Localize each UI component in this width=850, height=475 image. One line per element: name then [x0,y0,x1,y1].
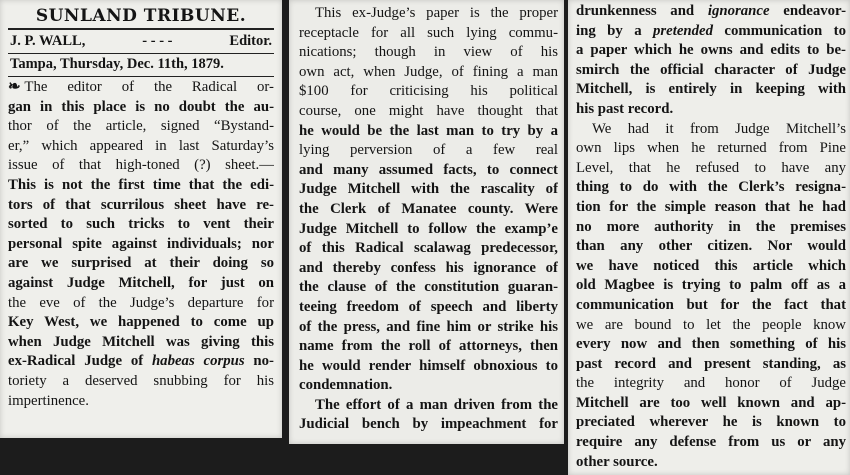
text-line: name from the roll of attorneys, then [299,338,558,355]
editor-dashes: - - - - [142,33,173,49]
editor-name: J. P. WALL, [10,33,86,49]
text-line: Level, that he refused to have any [576,159,846,176]
text-line: lying perversion of a few real [299,142,558,159]
masthead-rule [8,28,274,30]
text-line: and many assumed facts, to connect [299,161,558,178]
text-line: receptacle for all such lying commu- [299,24,558,41]
text-line: smirch the official character of Judge [576,61,846,78]
text-line: than any other citizen. Nor would [576,238,846,255]
text-line: of the press, and fine him or strike his [299,318,558,335]
editor-role: Editor. [229,33,272,49]
text-line: of this Radical scalawag predecessor, [299,240,558,257]
masthead-title: SUNLAND TRIBUNE. [35,6,247,26]
text-line: ing by a pretended communication to [576,22,846,39]
text-line: er,” which appeared in last Saturday’s [8,137,274,154]
text-line: The effort of a man driven from the [315,396,558,413]
text-line: when Judge Mitchell was giving this [8,333,274,350]
dateline-rule [8,76,274,77]
text-line: he would be the last man to try by a [299,122,558,139]
text-line: impertinence. [8,392,89,409]
text-line: tion for the simple reason that he had [576,198,846,215]
text-line: communication but for the fact that [576,296,846,313]
text-line: other source. [576,453,658,470]
text-line-content: The editor of the Radical or- [24,79,274,95]
text-line: gan in this place is no doubt the au- [8,98,274,115]
text-line: his past record. [576,100,674,117]
text-line: the integrity and honor of Judge [576,375,846,392]
text-line: nications; though in view of his [299,44,558,61]
article-body-middle [299,4,558,435]
text-line: preciated wherever he is known to [576,414,846,431]
text-line: Key West, we happened to come up [8,314,274,331]
text-line: own lips when he returned from Pine [576,140,846,157]
text-line: ex-Radical Judge of habeas corpus no- [8,353,274,370]
text-line: we are bound to let the people know [576,316,846,333]
column-middle [289,0,564,444]
text-line: toriety a deserved snubbing for his [8,372,274,389]
editor-line [8,31,274,52]
text-line: course, one might have thought that [299,102,558,119]
text-line: teeing freedom of speech and liberty [299,298,558,315]
text-line: This ex-Judge’s paper is the proper [315,5,558,21]
text-line: thing to do with the Clerk’s resigna- [576,179,846,196]
text-line: drunkenness and ignorance endeavor- [576,3,846,19]
column-left [0,0,282,438]
text-line: we have noticed this article which [576,257,846,274]
editor-rule [8,53,274,54]
text-line: he would render himself obnoxious to [299,357,558,374]
article-body-right [576,2,846,472]
text-line: a paper which he owns and edits to be- [576,42,846,59]
text-line: Judge Mitchell to follow the examp’e [299,220,558,237]
italic-phrase: ignorance [707,3,770,19]
text-line [8,78,274,98]
paragraph-marker-icon: ❧ [8,79,21,95]
text-line: require any defense from us or any [576,434,846,451]
dateline: Tampa, Thursday, Dec. 11th, 1879. [10,56,224,72]
text-line: own act, when Judge, of fining a man [299,63,558,80]
italic-phrase: habeas corpus [151,353,245,370]
article-body-left [8,78,274,411]
text-line: the clause of the constitution guaran- [299,279,558,296]
text-line: condemnation. [299,377,393,394]
text-line: personal spite against individuals; nor [8,235,274,252]
text-line: We had it from Judge Mitchell’s [592,120,846,137]
text-line: sorted to such tricks to vent their [8,216,274,233]
text-line: no more authority in the premises [576,218,846,235]
text-line: every now and then something of his [576,336,846,353]
text-line: issue of that high-toned (?) sheet.— [8,157,274,174]
text-line: Mitchell are too well known and ap- [576,394,846,411]
text-line: $100 for criticising his political [299,83,558,100]
text-line: the eve of the Judge’s departure for [8,294,274,311]
text-line: Mitchell, is entirely in keeping with [576,81,846,98]
text-line: Judicial bench by impeachment for [299,416,558,433]
text-line: and thereby confess his ignorance of [299,259,558,276]
text-line: against Judge Mitchell, for just on [8,274,274,291]
text-line: Judge Mitchell with the rascality of [299,181,558,198]
text-line: tors of that scurrilous sheet have re- [8,196,274,213]
text-line: are we surprised at their doing so [8,255,274,272]
italic-phrase: pretended [653,22,714,39]
text-line: the Clerk of Manatee county. Were [299,200,558,217]
column-right [568,0,850,475]
text-line: past record and present standing, as [576,355,846,372]
text-line: old Magbee is trying to palm off as a [576,277,846,294]
text-line: This is not the first time that the edi- [8,176,274,193]
text-line: thor of the article, signed “Bystand- [8,118,274,135]
